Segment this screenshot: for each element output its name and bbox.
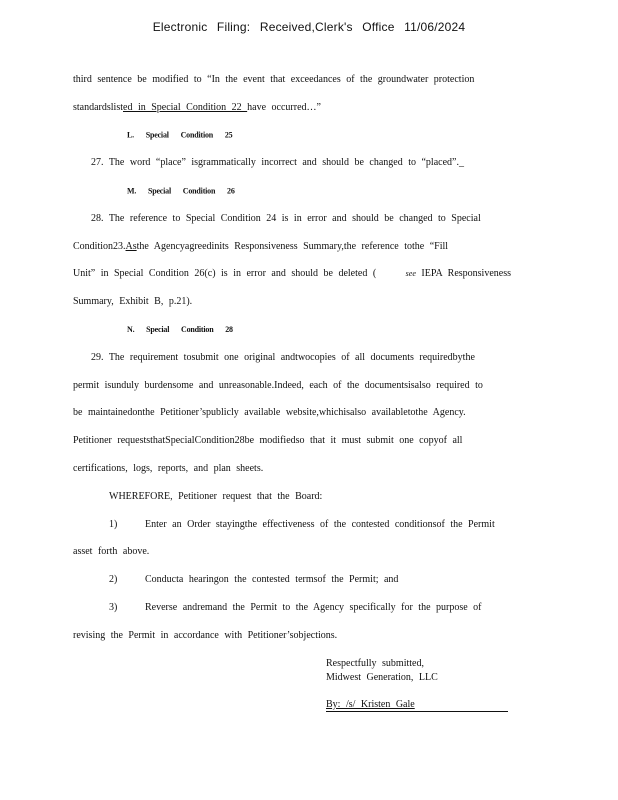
text-run: have occurred…”: [247, 102, 321, 113]
list-number: 3): [109, 602, 118, 613]
paragraph-29-line: Petitioner requeststhatSpecialCondition28be modifiedso that it must submit one copyof all: [73, 435, 463, 446]
section-heading-m: M. Special Condition 26: [127, 185, 235, 196]
body-line: third sentence be modified to “In the event that exceedances of the groundwater protection: [73, 74, 475, 85]
paragraph-29-line: 29. The requirement tosubmit one original andtwocopies of all documents requiredbythe: [91, 352, 475, 363]
list-number: 1): [109, 519, 118, 530]
paragraph-28-line: [73, 241, 543, 253]
body-line: [73, 102, 543, 114]
underlined-text: ed in Special Condition 22: [123, 102, 248, 113]
text-run: 27. The word “place” isgrammatically incorrect and should be changed to “placed”.: [91, 157, 459, 168]
paragraph-28-line: 28. The reference to Special Condition 24 is in error and should be changed to Special: [91, 213, 481, 224]
list-number: 2): [109, 574, 118, 585]
underlined-text: As: [125, 241, 137, 252]
section-heading-n: N. Special Condition 28: [127, 324, 233, 335]
list-item-text: revising the Permit in accordance with Petitioner’sobjections.: [73, 630, 338, 641]
see-signal: see: [405, 269, 416, 278]
signature-rule: [326, 711, 508, 712]
paragraph-28-line: [73, 268, 543, 280]
list-item-text: Reverse andremand the Permit to the Agency specifically for the purpose of: [145, 602, 482, 613]
list-item-text: Conducta hearingon the contested termsof the Permit; and: [145, 574, 399, 585]
text-run: the Agencyagreedinits Responsiveness Summary,the reference tothe “Fill: [136, 241, 449, 252]
list-item-text: asset forth above.: [73, 546, 150, 557]
paragraph-29-line: be maintainedonthe Petitioner’spublicly available website,whichisalso availabletothe Agency.: [73, 407, 466, 418]
signature-by-line: By: /s/ Kristen Gale: [326, 699, 415, 710]
paragraph-29-line: certifications, logs, reports, and plan sheets.: [73, 463, 264, 474]
text-run: IEPA Responsiveness: [421, 268, 511, 279]
list-item-text: Enter an Order stayingthe effectiveness of the contested conditionsof the Permit: [145, 519, 495, 530]
paragraph-27: [91, 157, 561, 169]
signature-closing: Respectfully submitted,: [326, 658, 424, 669]
section-heading-l: L. Special Condition 25: [127, 129, 233, 140]
text-run: Condition23.: [73, 241, 126, 252]
text-run: Unit” in Special Condition 26(c) is in error and should be deleted (: [73, 268, 377, 279]
paragraph-29-line: permit isunduly burdensome and unreasonable.Indeed, each of the documentsisalso required to: [73, 380, 483, 391]
text-run: standardslist: [73, 102, 123, 113]
text-run: _: [458, 157, 464, 168]
signature-company: Midwest Generation, LLC: [326, 672, 438, 683]
filing-header: Electronic Filing: Received,Clerk's Office 11/06/2024: [152, 20, 466, 34]
wherefore-clause: WHEREFORE, Petitioner request that the Board:: [109, 491, 323, 502]
paragraph-28-line: Summary, Exhibit B, p.21).: [73, 296, 193, 307]
